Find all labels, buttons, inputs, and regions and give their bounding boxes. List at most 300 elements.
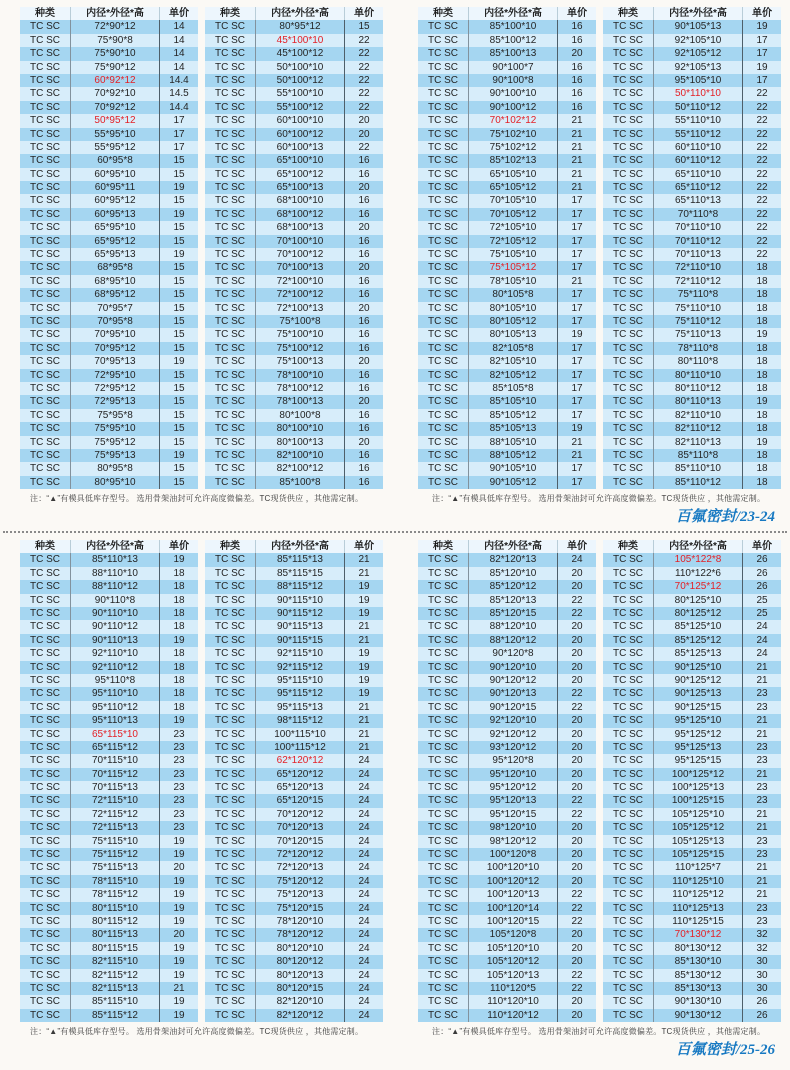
price-cell: 22 [756,249,768,261]
type-cell: TC SC [428,849,458,861]
spec-cell: 80*125*12 [653,607,743,620]
price-cell: 18 [173,674,185,686]
price-cell: 21 [756,875,768,887]
table-row [603,369,781,382]
price-cell: 22 [756,222,768,234]
type-cell: TC SC [428,34,458,46]
price-cell: 22 [358,48,370,60]
spec-cell: 90*105*10 [468,462,558,475]
spec-cell: 80*115*13 [70,928,160,941]
type-cell: TC SC [428,956,458,968]
price-cell: 15 [173,235,185,247]
type-cell: TC SC [428,155,458,167]
spec-cell: 92*115*10 [255,647,345,660]
spec-cell: 80*95*10 [70,476,160,489]
price-cell: 20 [571,996,583,1008]
table-row [603,20,781,33]
spec-cell: 95*120*8 [468,754,558,767]
table-row [603,835,781,848]
spec-cell: 88*105*10 [468,436,558,449]
type-cell: TC SC [613,61,643,73]
spec-cell: 105*125*13 [653,835,743,848]
type-header: 种类 [35,541,55,553]
type-cell: TC SC [613,155,643,167]
type-cell: TC SC [613,48,643,60]
type-cell: TC SC [613,929,643,941]
type-cell: TC SC [215,289,245,301]
table-row [20,687,198,700]
price-cell: 20 [571,48,583,60]
type-cell: TC SC [428,621,458,633]
table-header-row [205,540,383,553]
table-row [418,141,596,154]
type-cell: TC SC [613,996,643,1008]
spec-cell: 90*115*15 [255,634,345,647]
type-cell: TC SC [30,956,60,968]
table-row [418,261,596,274]
price-cell: 19 [173,996,185,1008]
price-cell: 26 [756,581,768,593]
table-row [603,261,781,274]
table-row [205,154,383,167]
table-row [603,328,781,341]
table-row [205,714,383,727]
type-cell: TC SC [215,329,245,341]
type-cell: TC SC [613,476,643,488]
table-row [603,955,781,968]
price-cell: 24 [358,902,370,914]
table-row [603,101,781,114]
price-cell: 22 [571,795,583,807]
price-cell: 23 [756,741,768,753]
price-cell: 19 [173,916,185,927]
spec-cell: 80*105*12 [468,315,558,328]
price-cell: 17 [571,289,583,301]
type-cell: TC SC [428,982,458,994]
price-cell: 15 [173,275,185,287]
price-cell: 24 [358,835,370,847]
type-cell: TC SC [428,916,458,927]
spec-cell: 80*110*8 [653,355,743,368]
spec-cell: 110*120*5 [468,982,558,995]
price-cell: 22 [358,141,370,153]
table-row [418,674,596,687]
type-cell: TC SC [613,34,643,46]
spec-cell: 50*110*10 [653,87,743,100]
table-row [205,114,383,127]
type-cell: TC SC [30,262,60,274]
price-cell: 21 [358,634,370,646]
table-row [205,74,383,87]
spec-cell: 80*130*12 [653,942,743,955]
price-cell: 18 [756,262,768,274]
spec-cell: 72*90*12 [70,20,160,33]
type-cell: TC SC [30,409,60,421]
price-cell: 26 [756,567,768,579]
spec-cell: 90*115*12 [255,607,345,620]
spec-cell: 68*100*10 [255,194,345,207]
type-cell: TC SC [215,342,245,354]
type-cell: TC SC [613,369,643,381]
spec-cell: 75*90*8 [70,34,160,47]
spec-cell: 85*100*8 [255,476,345,489]
type-cell: TC SC [428,688,458,700]
type-cell: TC SC [428,302,458,314]
type-cell: TC SC [428,369,458,381]
table-row [20,369,198,382]
table-row [603,701,781,714]
table-row [20,87,198,100]
spec-cell: 90*130*10 [653,995,743,1008]
type-cell: TC SC [613,835,643,847]
table-row [418,888,596,901]
table-row [205,369,383,382]
price-table [603,7,781,489]
spec-cell: 78*100*12 [255,382,345,395]
spec-header: 内径*外径*高 [70,540,160,553]
table-row [205,741,383,754]
spec-cell: 78*105*10 [468,275,558,288]
price-cell: 25 [756,594,768,606]
table-row [603,288,781,301]
spec-cell: 78*100*13 [255,395,345,408]
spec-cell: 75*120*15 [255,902,345,915]
type-cell: TC SC [428,768,458,780]
spec-cell: 88*120*10 [468,620,558,633]
spec-cell: 65*115*10 [70,728,160,741]
type-cell: TC SC [215,795,245,807]
table-row [418,128,596,141]
type-cell: TC SC [613,661,643,673]
type-cell: TC SC [613,262,643,274]
spec-cell: 85*120*10 [468,567,558,580]
type-cell: TC SC [613,436,643,448]
table-row [20,888,198,901]
table-row [20,248,198,261]
table-row [418,594,596,607]
price-cell: 24 [358,942,370,954]
table-row [418,315,596,328]
price-cell: 24 [358,1009,370,1021]
price-cell: 16 [358,249,370,261]
price-cell: 17 [756,34,768,46]
table-row [20,449,198,462]
price-cell: 23 [173,822,185,834]
table-row [418,74,596,87]
type-cell: TC SC [428,581,458,593]
type-header: 种类 [220,541,240,553]
type-cell: TC SC [215,476,245,488]
spec-cell: 75*110*8 [653,288,743,301]
table-row [20,181,198,194]
table-row [418,620,596,633]
price-cell: 20 [358,115,370,127]
table-row [603,141,781,154]
price-cell: 17 [571,208,583,220]
type-cell: TC SC [30,315,60,327]
price-cell: 19 [173,715,185,727]
price-cell: 21 [358,621,370,633]
table-row [20,221,198,234]
type-cell: TC SC [428,782,458,794]
table-row [205,848,383,861]
type-cell: TC SC [428,554,458,566]
table-row [20,101,198,114]
price-cell: 23 [756,902,768,914]
type-cell: TC SC [215,249,245,261]
table-row [418,208,596,221]
type-cell: TC SC [613,608,643,620]
price-cell: 20 [571,835,583,847]
price-cell: 20 [571,822,583,834]
price-cell: 22 [358,61,370,73]
table-row [418,288,596,301]
table-row [418,580,596,593]
spec-cell: 80*110*13 [653,395,743,408]
price-cell: 22 [571,982,583,994]
type-cell: TC SC [30,222,60,234]
price-cell: 23 [756,688,768,700]
price-cell: 20 [358,182,370,194]
table-row [205,728,383,741]
price-cell: 19 [358,608,370,620]
type-cell: TC SC [30,115,60,127]
type-cell: TC SC [215,621,245,633]
table-row [418,168,596,181]
spec-cell: 65*110*10 [653,168,743,181]
price-cell: 23 [756,701,768,713]
type-cell: TC SC [30,382,60,394]
type-cell: TC SC [613,463,643,475]
spec-cell: 88*110*10 [70,567,160,580]
spec-cell: 70*105*12 [468,208,558,221]
price-cell: 18 [756,275,768,287]
type-cell: TC SC [215,195,245,207]
spec-cell: 88*105*12 [468,449,558,462]
table-row [418,382,596,395]
table-row [20,342,198,355]
price-cell: 20 [571,581,583,593]
table-row [418,34,596,47]
price-cell: 20 [358,436,370,448]
spec-cell: 85*100*12 [468,34,558,47]
price-cell: 19 [358,674,370,686]
catalog-panel-bottom [0,533,790,1059]
spec-cell: 95*110*8 [70,674,160,687]
spec-header: 内径*外径*高 [653,7,743,20]
price-cell: 19 [173,449,185,461]
type-cell: TC SC [613,249,643,261]
type-cell: TC SC [215,315,245,327]
price-cell: 20 [571,862,583,874]
price-cell: 16 [358,315,370,327]
spec-cell: 75*100*10 [255,328,345,341]
price-cell: 21 [756,728,768,740]
type-cell: TC SC [215,74,245,86]
spec-cell: 72*115*13 [70,821,160,834]
spec-cell: 75*102*12 [468,141,558,154]
table-row [603,476,781,489]
spec-cell: 60*95*11 [70,181,160,194]
price-cell: 15 [173,423,185,435]
table-row [205,181,383,194]
price-cell: 18 [173,594,185,606]
spec-cell: 65*115*12 [70,741,160,754]
table-row [20,594,198,607]
type-cell: TC SC [613,634,643,646]
table-row [418,741,596,754]
table-header-row [418,7,596,20]
type-cell: TC SC [30,463,60,475]
price-cell: 15 [173,195,185,207]
price-cell: 18 [756,315,768,327]
type-cell: TC SC [215,755,245,767]
type-cell: TC SC [613,141,643,153]
price-cell: 23 [756,795,768,807]
table-row [603,781,781,794]
spec-cell: 75*90*10 [70,47,160,60]
type-cell: TC SC [215,141,245,153]
price-cell: 17 [571,315,583,327]
price-cell: 24 [358,795,370,807]
type-cell: TC SC [30,581,60,593]
type-cell: TC SC [428,128,458,140]
price-cell: 15 [173,315,185,327]
spec-cell: 60*95*8 [70,154,160,167]
table-row [418,969,596,982]
table-row [418,821,596,834]
price-cell: 21 [756,862,768,874]
type-cell: TC SC [428,463,458,475]
price-cell: 14.4 [169,101,189,113]
table-row [205,955,383,968]
type-cell: TC SC [215,423,245,435]
price-cell: 20 [358,396,370,408]
table-row [603,647,781,660]
spec-cell: 72*110*10 [653,261,743,274]
spec-cell: 85*110*8 [653,449,743,462]
price-cell: 30 [756,982,768,994]
spec-cell: 65*100*10 [255,154,345,167]
table-row [20,661,198,674]
price-cell: 20 [571,674,583,686]
type-cell: TC SC [215,741,245,753]
price-cell: 21 [756,808,768,820]
spec-cell: 100*120*10 [468,861,558,874]
spec-cell: 70*100*13 [255,261,345,274]
table-row [205,634,383,647]
type-cell: TC SC [215,182,245,194]
table-row [603,553,781,566]
table-row [205,395,383,408]
price-cell: 21 [571,141,583,153]
table-row [205,808,383,821]
table-row [20,607,198,620]
price-cell: 21 [358,701,370,713]
type-cell: TC SC [613,621,643,633]
type-cell: TC SC [215,88,245,100]
type-cell: TC SC [613,409,643,421]
spec-cell: 68*95*8 [70,261,160,274]
type-cell: TC SC [613,648,643,660]
type-cell: TC SC [30,648,60,660]
footnote: 注：“▲”有模具低库存型号。 选用骨架油封可允许高度微偏差。TC现货供应 ，其他需定制。 [432,494,766,504]
spec-cell: 100*115*10 [255,728,345,741]
price-cell: 22 [358,101,370,113]
spec-cell: 65*120*12 [255,768,345,781]
table-row [418,101,596,114]
type-cell: TC SC [215,835,245,847]
table-row [418,328,596,341]
spec-header: 内径*外径*高 [255,540,345,553]
type-cell: TC SC [215,768,245,780]
type-cell: TC SC [428,289,458,301]
price-cell: 22 [571,808,583,820]
spec-cell: 90*115*13 [255,620,345,633]
table-row [20,861,198,874]
table-row [205,235,383,248]
type-cell: TC SC [30,674,60,686]
table-row [205,342,383,355]
table-row [20,821,198,834]
price-cell: 17 [571,342,583,354]
table-row [205,302,383,315]
spec-cell: 72*120*12 [255,848,345,861]
price-cell: 21 [571,168,583,180]
price-cell: 15 [173,382,185,394]
spec-cell: 90*110*13 [70,634,160,647]
spec-cell: 82*120*10 [255,995,345,1008]
spec-cell: 95*125*10 [653,714,743,727]
spec-cell: 82*115*10 [70,955,160,968]
type-cell: TC SC [428,423,458,435]
price-cell: 24 [358,996,370,1008]
type-header: 种类 [618,541,638,553]
table-header-row [418,540,596,553]
type-cell: TC SC [613,942,643,954]
type-cell: TC SC [428,862,458,874]
price-header: 单价 [752,8,772,19]
table-header-row [20,540,198,553]
type-cell: TC SC [30,208,60,220]
table-row [205,87,383,100]
spec-cell: 80*100*13 [255,436,345,449]
spec-cell: 82*105*12 [468,369,558,382]
type-cell: TC SC [428,835,458,847]
spec-cell: 90*120*13 [468,687,558,700]
spec-cell: 75*120*12 [255,875,345,888]
price-cell: 18 [173,567,185,579]
spec-cell: 90*125*15 [653,701,743,714]
price-cell: 24 [358,862,370,874]
spec-cell: 75*100*8 [255,315,345,328]
table-row [418,647,596,660]
type-cell: TC SC [215,608,245,620]
type-cell: TC SC [215,594,245,606]
spec-cell: 98*115*12 [255,714,345,727]
spec-cell: 80*120*13 [255,969,345,982]
type-cell: TC SC [215,581,245,593]
spec-cell: 60*95*13 [70,208,160,221]
table-row [205,315,383,328]
table-row [418,955,596,968]
table-row [205,915,383,928]
table-header-row [603,7,781,20]
table-row [603,768,781,781]
spec-cell: 85*120*12 [468,580,558,593]
price-cell: 32 [756,942,768,954]
type-cell: TC SC [30,289,60,301]
